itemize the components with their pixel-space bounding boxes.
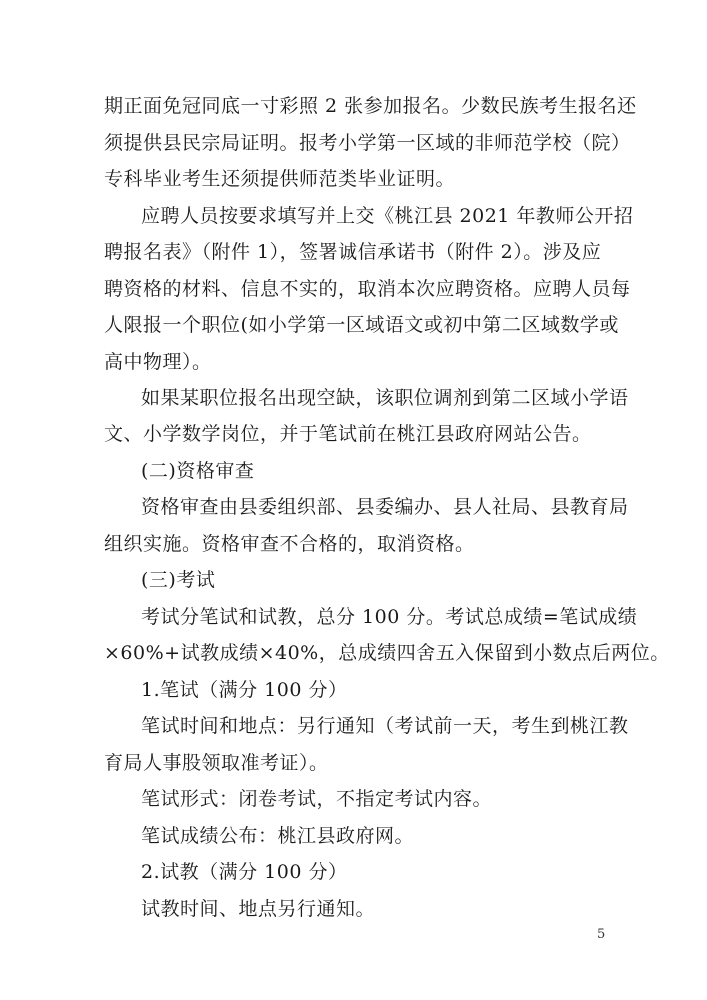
- page-number: 5: [597, 927, 606, 942]
- text-line: 文、小学数学岗位，并于笔试前在桃江县政府网站公告。: [104, 423, 592, 445]
- text-line: 人限报一个职位(如小学第一区域语文或初中第二区域数学或: [104, 314, 619, 336]
- text-line: 笔试形式：闭卷考试，不指定考试内容。: [141, 788, 493, 810]
- text-line: 笔试成绩公布：桃江县政府网。: [141, 825, 415, 847]
- text-line: 须提供县民宗局证明。报考小学第一区域的非师范学校（院）: [104, 132, 631, 154]
- text-line: 应聘人员按要求填写并上交《桃江县 2021 年教师公开招: [141, 205, 634, 227]
- text-line: 期正面免冠同底一寸彩照 2 张参加报名。少数民族考生报名还: [104, 95, 637, 117]
- subsection-heading: 1.笔试（满分 100 分）: [141, 679, 348, 701]
- text-line: 育局人事股领取准考证）。: [104, 752, 329, 774]
- text-line: ×60%+试教成绩×40%，总成绩四舍五入保留到小数点后两位。: [104, 642, 670, 664]
- text-line: 考试分笔试和试教，总分 100 分。考试总成绩=笔试成绩: [141, 606, 638, 628]
- subsection-heading: 2.试教（满分 100 分）: [141, 861, 348, 883]
- text-line: 聘资格的材料、信息不实的，取消本次应聘资格。应聘人员每: [104, 278, 631, 300]
- text-line: 专科毕业考生还须提供师范类毕业证明。: [104, 168, 456, 190]
- text-line: 试教时间、地点另行通知。: [141, 898, 376, 920]
- text-line: 笔试时间和地点：另行通知（考试前一天，考生到桃江教: [141, 715, 629, 737]
- text-line: 聘报名表》（附件 1），签署诚信承诺书（附件 2）。涉及应: [104, 241, 602, 263]
- section-heading: (二)资格审查: [141, 460, 255, 482]
- section-heading: (三)考试: [141, 569, 216, 591]
- text-line: 资格审查由县委组织部、县委编办、县人社局、县教育局: [141, 496, 629, 518]
- text-line: 如果某职位报名出现空缺，该职位调剂到第二区域小学语: [141, 387, 629, 409]
- text-line: 组织实施。资格审查不合格的，取消资格。: [104, 533, 475, 555]
- text-line: 高中物理）。: [104, 351, 212, 373]
